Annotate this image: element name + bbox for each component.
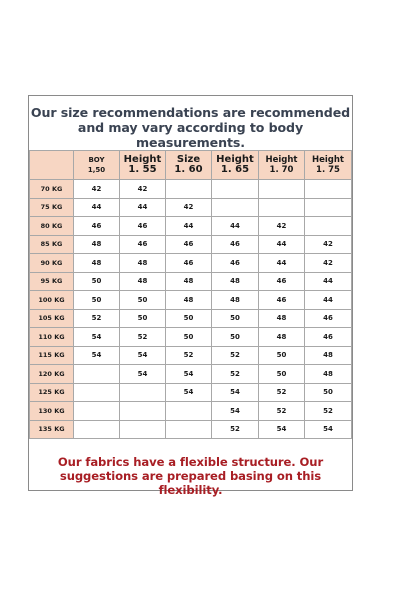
size-cell: 44	[212, 217, 259, 236]
size-cell: 54	[259, 420, 305, 439]
size-cell: 48	[212, 272, 259, 291]
size-cell: 52	[259, 402, 305, 421]
size-cell: 42	[305, 235, 352, 254]
size-cell: 50	[166, 309, 212, 328]
size-cell: 54	[166, 365, 212, 384]
weight-cell: 80 KG	[30, 217, 74, 236]
size-cell: 54	[212, 383, 259, 402]
table-row	[30, 346, 352, 365]
size-cell: 50	[305, 383, 352, 402]
size-cell	[305, 217, 352, 236]
size-cell: 46	[305, 328, 352, 347]
size-cell: 46	[212, 235, 259, 254]
size-cell: 48	[212, 291, 259, 310]
size-cell: 48	[120, 272, 166, 291]
size-cell: 52	[212, 420, 259, 439]
size-cell	[74, 365, 120, 384]
size-cell: 52	[166, 346, 212, 365]
size-cell: 44	[259, 254, 305, 273]
table-row	[30, 291, 352, 310]
size-cell	[74, 420, 120, 439]
size-cell	[74, 402, 120, 421]
size-cell: 44	[120, 198, 166, 217]
weight-cell: 105 KG	[30, 309, 74, 328]
column-header: Height 1. 55	[120, 151, 166, 180]
size-cell	[120, 383, 166, 402]
weight-cell: 100 KG	[30, 291, 74, 310]
corner-cell	[30, 151, 74, 180]
size-cell	[259, 198, 305, 217]
size-cell: 44	[305, 272, 352, 291]
table-row	[30, 402, 352, 421]
size-cell: 42	[120, 180, 166, 199]
size-recommendation-header	[29, 105, 352, 150]
size-cell	[74, 383, 120, 402]
column-header: Height 1. 75	[305, 151, 352, 180]
size-cell: 50	[212, 328, 259, 347]
size-cell: 48	[74, 254, 120, 273]
size-cell: 52	[212, 346, 259, 365]
column-header: Size 1. 60	[166, 151, 212, 180]
size-cell: 48	[259, 309, 305, 328]
size-cell: 52	[212, 365, 259, 384]
header-row	[30, 151, 352, 180]
size-cell	[212, 180, 259, 199]
size-cell: 50	[212, 309, 259, 328]
size-cell: 50	[120, 291, 166, 310]
size-cell: 46	[74, 217, 120, 236]
size-cell: 44	[166, 217, 212, 236]
size-cell: 46	[305, 309, 352, 328]
size-cell: 48	[166, 272, 212, 291]
size-cell: 52	[120, 328, 166, 347]
size-cell: 52	[259, 383, 305, 402]
flexibility-note	[29, 455, 352, 497]
size-cell: 48	[305, 346, 352, 365]
footer-line-2: suggestions are prepared basing on this flexibility.	[59, 469, 322, 497]
size-cell: 50	[166, 328, 212, 347]
table-row	[30, 420, 352, 439]
column-header: Height 1. 70	[259, 151, 305, 180]
weight-cell: 115 KG	[30, 346, 74, 365]
table-row	[30, 254, 352, 273]
size-cell	[120, 402, 166, 421]
size-cell: 54	[305, 420, 352, 439]
weight-cell: 85 KG	[30, 235, 74, 254]
size-cell: 50	[74, 272, 120, 291]
size-cell: 54	[120, 346, 166, 365]
size-cell: 44	[305, 291, 352, 310]
weight-cell: 125 KG	[30, 383, 74, 402]
size-cell: 46	[120, 235, 166, 254]
size-cell: 54	[74, 328, 120, 347]
size-cell: 54	[74, 346, 120, 365]
size-cell: 42	[166, 198, 212, 217]
size-cell: 48	[74, 235, 120, 254]
size-cell: 46	[259, 272, 305, 291]
size-cell	[305, 198, 352, 217]
size-cell	[212, 198, 259, 217]
table-row	[30, 217, 352, 236]
size-cell: 48	[166, 291, 212, 310]
footer-line-1: Our fabrics have a flexible structure. Our	[57, 455, 324, 469]
size-cell: 48	[305, 365, 352, 384]
size-cell: 52	[305, 402, 352, 421]
header-line-2: and may vary according to body measurements.	[77, 120, 304, 150]
size-table	[29, 150, 352, 439]
size-cell: 48	[120, 254, 166, 273]
column-header: BOY 1,50	[74, 151, 120, 180]
size-cell: 54	[212, 402, 259, 421]
size-cell: 50	[259, 365, 305, 384]
size-cell: 48	[259, 328, 305, 347]
weight-cell: 130 KG	[30, 402, 74, 421]
weight-cell: 135 KG	[30, 420, 74, 439]
size-cell	[305, 180, 352, 199]
size-cell: 46	[212, 254, 259, 273]
header-line-1: Our size recommendations are recommended	[30, 105, 351, 120]
weight-cell: 75 KG	[30, 198, 74, 217]
size-cell: 42	[259, 217, 305, 236]
size-cell: 52	[74, 309, 120, 328]
size-chart-card	[28, 95, 353, 497]
weight-cell: 120 KG	[30, 365, 74, 384]
size-cell: 46	[166, 235, 212, 254]
size-cell	[166, 420, 212, 439]
table-row	[30, 235, 352, 254]
table-row	[30, 383, 352, 402]
size-cell: 54	[166, 383, 212, 402]
table-row	[30, 198, 352, 217]
size-cell: 44	[74, 198, 120, 217]
size-cell: 42	[305, 254, 352, 273]
size-cell: 44	[259, 235, 305, 254]
weight-cell: 90 KG	[30, 254, 74, 273]
size-cell: 50	[120, 309, 166, 328]
size-cell	[259, 180, 305, 199]
table-row	[30, 309, 352, 328]
size-cell: 46	[166, 254, 212, 273]
size-cell: 54	[120, 365, 166, 384]
size-cell: 46	[120, 217, 166, 236]
size-cell: 42	[74, 180, 120, 199]
weight-cell: 70 KG	[30, 180, 74, 199]
weight-cell: 95 KG	[30, 272, 74, 291]
table-row	[30, 328, 352, 347]
weight-cell: 110 KG	[30, 328, 74, 347]
size-cell	[166, 180, 212, 199]
table-row	[30, 180, 352, 199]
size-cell	[120, 420, 166, 439]
column-header: Height 1. 65	[212, 151, 259, 180]
table-row	[30, 272, 352, 291]
size-cell	[166, 402, 212, 421]
size-cell: 50	[74, 291, 120, 310]
size-cell: 46	[259, 291, 305, 310]
table-row	[30, 365, 352, 384]
size-cell: 50	[259, 346, 305, 365]
